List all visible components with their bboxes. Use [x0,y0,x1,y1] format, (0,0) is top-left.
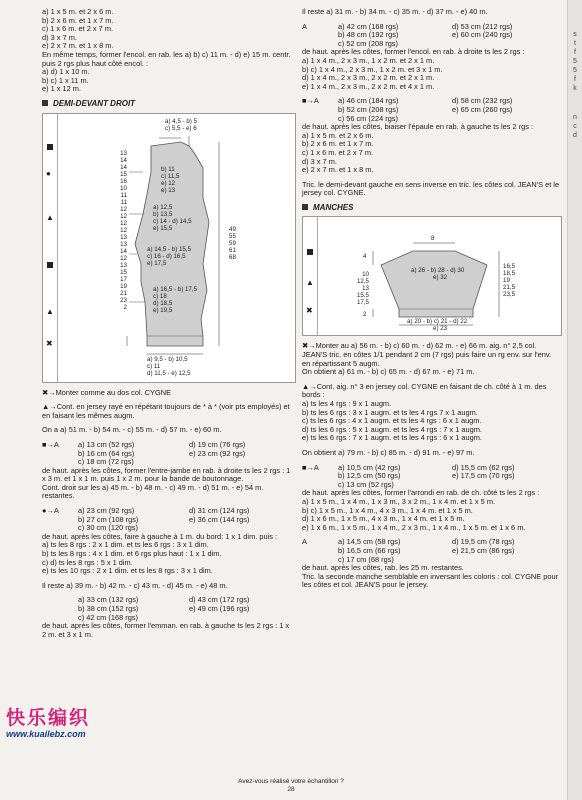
text-line: b) c) 1 x 11 m. [42,75,89,85]
measure-value: a) 33 cm (132 rgs) [78,595,139,605]
measure-value: d) 58 cm (232 rgs) [452,96,513,106]
row-count: 12,5 [356,278,369,286]
row-count: 14 [120,163,127,171]
edge-letter: s [573,31,577,38]
dim-label: d) 18,5 [153,299,173,307]
row-count: 19 [120,282,127,290]
measure-block [42,441,294,467]
dim-label: 4 [363,253,367,261]
instruction: ▲→Cont. en jersey rayé en répétant toujours de * à * (voir pts employés) et en faisant les mêmes augm. [42,402,290,420]
dim-label: c) 14 - d) 14,5 [153,217,192,225]
instruction: b) ts les 6 rgs : 3 x 1 augm. et ts les 4 rgs 7 x 1 augm. [302,407,478,417]
measure-value: e) 21,5 cm (86 rgs) [452,545,515,555]
measure-grid [338,23,560,49]
instruction: e) 1 x 6 m., 1 x 5 m., 1 x 4 m., 2 x 3 m., 1 x 4 m., 1 x 5 m. et 1 x 6 m. [302,522,526,532]
row-count: 2 [123,303,127,311]
instruction: b) ts les 8 rgs : 4 x 1 dim. et 6 rgs plus haut : 1 x 1 dim. [42,549,222,559]
instruction: e) 2 x 7 m. et 1 x 8 m. [302,165,374,175]
row-count: 12 [120,212,127,220]
intro-lines [42,8,294,94]
measure-block [42,507,294,533]
next-page-edge [567,0,582,800]
measure-value: c) 17 cm (68 rgs) [338,554,394,564]
width-labels-4 [153,286,197,314]
instruction: b) 2 x 6 m. et 1 x 7 m. [302,139,374,149]
measure-value: d) 43 cm (172 rgs) [189,595,250,605]
measure-label: ■→A [42,439,59,449]
section-title-text: MANCHES [313,202,354,212]
row-count: 11 [120,191,127,199]
measure-block [302,97,560,123]
instruction: c) 1 x 6 m. et 2 x 7 m. [302,147,374,157]
row-count: 10 [362,271,369,279]
triangle-marker-icon: ▲ [46,306,54,316]
instruction: ▲→Cont. aig. n° 3 en jersey col. CYGNE en faisant de ch. côté à 1 m. des bords : [302,381,547,400]
instruction: d) 1 x 4 m., 2 x 3 m., 2 x 2 m. et 2 x 1 m. [302,73,435,83]
text-line: e) 1 x 12 m. [42,84,82,94]
dim-label: 61 [229,246,236,254]
row-count: 15,5 [356,292,369,300]
dim-label: 59 [229,239,236,247]
measure-value: e) 65 cm (260 rgs) [452,104,513,114]
measure-value: d) 19 cm (76 rgs) [189,439,246,449]
measure-label: A [302,537,307,547]
text-line: e) 2 x 7 m. et 1 x 8 m. [42,41,114,51]
instruction: Cont. droit sur les a) 45 m. - b) 48 m. - c) 49 m. - d) 51 m. - e) 54 m. restantes. [42,482,264,501]
edge-letter: k [573,85,577,92]
dim-label: e) 23 [433,325,448,333]
watermark-logo [6,708,126,739]
row-count: 21 [120,289,127,297]
sleeve-length-labels [503,263,515,298]
measure-value: c) 56 cm (224 rgs) [338,113,398,123]
instruction: a) 1 x 4 m., 2 x 3 m., 1 x 2 m. et 2 x 1 m. [302,55,435,65]
measure-value: b) 16 cm (64 rgs) [78,448,135,458]
edge-letter: c [573,123,577,130]
measure-value: c) 42 cm (168 rgs) [78,612,138,622]
dim-label: a) 16,5 - b) 17,5 [153,285,198,293]
section-title-demi-devant [42,100,294,109]
measure-value: a) 14,5 cm (58 rgs) [338,537,401,547]
measure-value: e) 36 cm (144 rgs) [189,514,250,524]
measure-value: d) 19,5 cm (78 rgs) [452,537,515,547]
instruction: ✖→Monter comme au dos col. CYGNE [42,387,172,397]
sleeve-left-counts [347,271,369,306]
measure-value: c) 30 cm (120 rgs) [78,523,138,533]
row-count: 15 [120,170,127,178]
dim-label: a) 14,5 - b) 15,5 [147,245,192,253]
instruction: Tric. le demi-devant gauche en sens inverse en tric. les côtes col. JEAN'S et le jersey col. CYGNE. [302,179,560,198]
dim-label: c) 18 [153,292,167,300]
top-width-labels [165,118,197,132]
measure-value: e) 23 cm (92 rgs) [189,448,246,458]
measure-value: b) 27 cm (108 rgs) [78,514,139,524]
measure-value: a) 42 cm (168 rgs) [338,21,399,31]
instruction: de haut. après les côtes, rab. les 25 m. restantes. [302,563,464,573]
edge-letter: f [574,76,576,83]
row-count: 13 [120,261,127,269]
measure-value: a) 46 cm (184 rgs) [338,96,399,106]
row-count: 14 [120,247,127,255]
instruction: b) c) 1 x 5 m., 1 x 4 m., 4 x 3 m., 1 x 4 m. et 1 x 5 m. [302,505,473,515]
dim-label: 55 [229,232,236,240]
section-square-icon [302,204,308,210]
row-count: 13 [362,285,369,293]
text-line: d) 3 x 7 m. [42,32,77,42]
measure-value: d) 15,5 cm (62 rgs) [452,462,515,472]
triangle-marker-icon: ▲ [306,278,314,288]
dim-label: a) 20 - b) c) 21 - d) 22 [407,318,468,326]
measure-block [302,464,560,490]
row-count: 13 [120,233,127,241]
measure-value: b) 48 cm (192 rgs) [338,30,399,40]
instruction: e) ts les 10 rgs : 2 x 1 dim. et ts les 8 rgs : 3 x 1 dim. [42,566,213,576]
instruction: c) d) ts les 8 rgs : 5 x 1 dim. [42,557,133,567]
instruction: On a a) 51 m. - b) 54 m. - c) 55 m. - d) 57 m. - e) 60 m. [42,425,222,435]
instruction: de haut. après les côtes, former l'encol. en rab. à droite ts les 2 rgs : [302,47,525,57]
dim-label: b) 13,5 [153,210,173,218]
instruction: de haut. après les côtes, former l'emman. en rab. à gauche ts les 2 rgs : 1 x 2 m. et 3 x 1 m. [42,621,290,639]
instruction: de haut. après les côtes, former l'arrondi en rab. de ch. côté ts les 2 rgs : [302,488,540,498]
dim-label: 49 [229,225,236,233]
text-line: a) d) 1 x 10 m. [42,67,90,77]
row-count: 17 [120,275,127,283]
dim-label: c) 11,5 [161,172,180,180]
dim-label: 18,5 [503,270,516,278]
dim-label: 21,5 [503,284,516,292]
text-line: a) 1 x 5 m. et 2 x 6 m. [42,7,114,16]
edge-letter: f [574,49,576,56]
row-count: 10 [120,184,127,192]
measure-value: b) 38 cm (152 rgs) [78,604,139,613]
measure-grid [78,596,294,622]
watermark-url: www.kuailebz.com [6,729,86,739]
watermark-text: 快乐编织 [6,707,91,729]
measure-label: ■→A [302,462,319,472]
dim-label: b) 11 [161,165,175,173]
row-count: 13 [120,149,127,157]
dim-label: e) 13 [161,186,176,194]
sleeve-width-labels [411,267,464,281]
row-count: 23 [120,296,127,304]
row-count: 16 [120,177,127,185]
section-title-manches [302,204,560,213]
measure-value [452,556,560,565]
bottom-width-labels [147,356,191,377]
dim-label: 19 [503,277,510,285]
row-count: 17,5 [356,299,369,307]
measure-value: b) 12,5 cm (50 rgs) [338,471,401,481]
dim-label: a) 26 - b) 28 - d) 30 [411,267,465,275]
dim-label: 23,5 [503,291,516,299]
measure-block [302,23,560,49]
width-labels-2 [153,204,192,232]
footer-question: Avez-vous réalisé votre échantillon ? [238,778,344,785]
measure-value: d) 31 cm (124 rgs) [189,506,250,516]
row-count: 14 [120,156,127,164]
total-length-labels [229,226,236,261]
instruction: de haut. après les côtes, biaiser l'épaule en rab. à gauche ts les 2 rgs : [302,122,534,132]
edge-letter: d [573,132,577,139]
edge-letter: t [574,40,576,47]
edge-letter: 5 [573,58,577,65]
left-column [42,8,294,639]
measure-value: e) 49 cm (196 rgs) [189,604,250,613]
measure-block [302,538,560,564]
dim-label: d) 11,5 - e) 12,5 [147,369,191,377]
measure-grid [78,507,294,533]
page-footer [0,778,582,794]
measure-grid [338,97,560,123]
measure-value: c) 18 cm (72 rgs) [78,457,134,467]
measure-value: c) 13 cm (52 rgs) [338,479,394,489]
dim-label: e) 15,5 [153,224,173,232]
row-count: 15 [120,268,127,276]
instruction: a) 1 x 5 m., 1 x 4 m., 1 x 3 m., 3 x 2 m., 1 x 4 m. et 1 x 5 m. [302,496,496,506]
dim-label: a) 12,5 [153,203,173,211]
measure-value: e) 60 cm (240 rgs) [452,30,513,40]
width-labels-1 [161,166,179,194]
dim-label: c) 16 - d) 16,5 [147,252,186,260]
measure-value: e) 17,5 cm (70 rgs) [452,471,515,481]
dim-label: a) 4,5 - b) 5 [165,117,197,125]
sleeve-bottom-labels [407,318,467,332]
measure-value: a) 23 cm (92 rgs) [78,506,135,516]
measure-value: a) 10,5 cm (42 rgs) [338,462,401,472]
instruction: a) 1 x 5 m. et 2 x 6 m. [302,130,374,140]
instruction: On obtient a) 61 m. - b) c) 65 m. - d) 67 m. - e) 71 m. [302,367,475,377]
dim-label: a) 9,5 - b) 10,5 [147,355,188,363]
text-line: b) 2 x 6 m. et 1 x 7 m. [42,15,114,25]
instruction: On obtient a) 79 m. - b) c) 85 m. - d) 91 m. - e) 97 m. [302,448,475,457]
left-row-counts [115,150,127,311]
instruction: c) ts les 6 rgs : 4 x 1 augm. et ts les 4 rgs : 6 x 1 augm. [302,416,482,426]
instruction: ✖→Monter au a) 56 m. - b) c) 60 m. - d) 62 m. - e) 66 m. aig. n° 2,5 col. JEAN'S tric. en côtes 1/1 pendant 2 cm (7 rgs) puis faire un rg env. sur l'env. en répartissant 5 augm. [302,341,552,368]
instruction: de haut. après les côtes, former l'entre-jambe en rab. à droite ts les 2 rgs : 1 x 3 m. et 1 x 1 m. puis 1 x 2 m. pour la bande de boutonnage. [42,465,291,484]
measure-value: a) 13 cm (52 rgs) [78,439,135,449]
triangle-marker-icon: ▲ [46,212,54,222]
dim-label: 68 [229,253,236,261]
width-labels-3 [147,246,191,267]
instruction: b) c) 1 x 4 m., 2 x 3 m., 1 x 2 m. et 3 x 1 m. [302,64,443,74]
measure-grid [338,464,560,490]
measure-label: ■→A [302,96,319,106]
instruction: de haut. après les côtes, faire à gauche à 1 m. du bord: 1 x 1 dim. puis : [42,531,277,541]
dim-label: e) 19,5 [153,306,173,314]
circle-marker-icon: ● [46,168,51,178]
row-count: 11 [120,198,127,206]
right-column [302,8,560,590]
measure-block [42,596,294,622]
row-count: 12 [120,254,127,262]
text-line: c) 1 x 6 m. et 2 x 7 m. [42,24,114,34]
measure-label: A [302,21,307,31]
instruction: a) ts les 4 rgs : 9 x 1 augm. [302,399,392,409]
edge-letter: 5 [573,67,577,74]
measure-value: b) 52 cm (208 rgs) [338,104,399,114]
instruction: Il reste a) 39 m. - b) 42 m. - c) 43 m. - d) 45 m. - e) 48 m. [42,580,228,590]
dim-label: c) 5,5 - e) 6 [165,124,197,132]
measure-value: b) 16,5 cm (66 rgs) [338,545,401,555]
measure-value: d) 53 cm (212 rgs) [452,21,513,31]
instruction: d) ts les 6 rgs : 5 x 1 augm. et ts les 4 rgs : 7 x 1 augm. [302,424,482,434]
instruction: d) 3 x 7 m. [302,156,337,166]
dim-label: 2 [363,311,367,319]
dim-label: e) 12 [161,179,176,187]
section-square-icon [42,100,48,106]
measure-value: c) 52 cm (208 rgs) [338,38,398,48]
dim-label: e) 32 [433,274,448,282]
cross-marker-icon: ✖ [306,306,313,316]
measure-grid [78,441,294,467]
row-count: 13 [120,240,127,248]
section-title-text: DEMI-DEVANT DROIT [53,98,136,108]
instruction: Tric. la seconde manche semblable en inversant les coloris : col. CYGNE pour les côtes et col. JEAN'S pour le jersey. [302,571,559,590]
dim-label: e) 17,5 [147,259,167,267]
row-count: 12 [120,205,127,213]
measure-label: ●→A [42,506,59,516]
instruction: d) 1 x 6 m., 1 x 5 m., 4 x 3 m., 1 x 4 m. et 1 x 5 m. [302,514,465,524]
dim-label: 8 [431,235,435,243]
instruction: a) ts les 8 rgs : 2 x 1 dim. et ts les 6 rgs : 3 x 1 dim. [42,540,209,550]
front-panel-diagram [42,113,296,383]
text-line: En même temps, former l'encol. en rab. les a) b) c) 11 m. - d) e) 15 m. centr. puis 2 rgs plus haut côté encol. : [42,49,291,68]
cross-marker-icon: ✖ [46,338,53,348]
measure-grid [338,538,560,564]
sleeve-diagram [302,216,562,336]
page-number: 28 [287,786,295,793]
row-count: 12 [120,226,127,234]
row-count: 12 [120,219,127,227]
edge-letter: n [573,114,577,121]
instruction: e) 1 x 4 m., 2 x 3 m., 2 x 2 m. et 4 x 1 m. [302,81,435,91]
instruction: Il reste a) 31 m. - b) 34 m. - c) 35 m. - d) 37 m. - e) 40 m. [302,7,488,16]
dim-label: 16,5 [503,263,516,271]
instruction: e) ts les 6 rgs : 7 x 1 augm. et ts les 4 rgs : 6 x 1 augm. [302,433,482,443]
dim-label: c) 11 [147,362,161,370]
